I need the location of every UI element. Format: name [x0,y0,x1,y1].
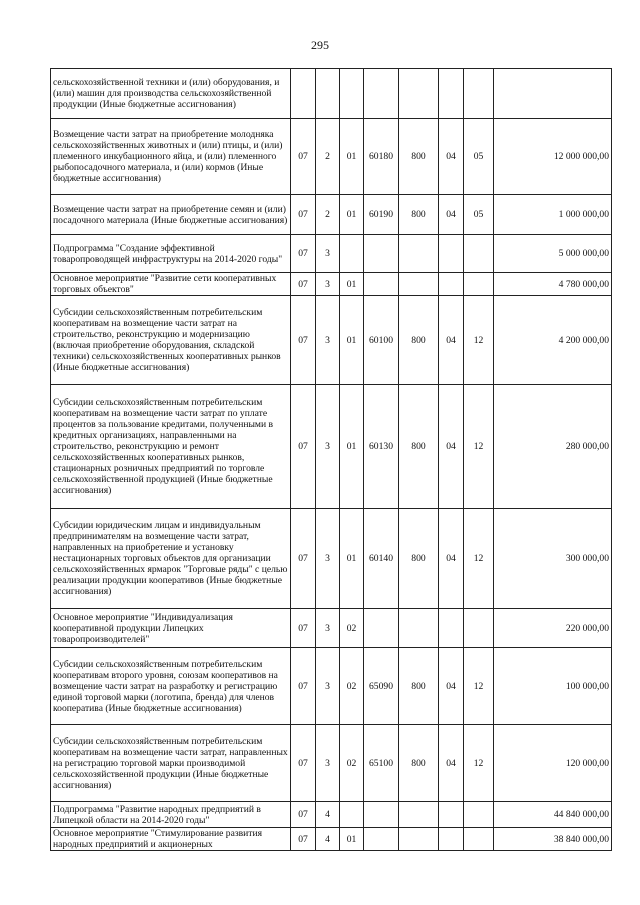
amount: 4 780 000,00 [494,273,612,296]
department-code: 04 [439,509,464,609]
expense-direction-code [364,609,399,648]
subsection-code: 12 [464,648,494,725]
table-row [51,119,612,195]
amount: 44 840 000,00 [494,802,612,828]
subsection-code: 12 [464,296,494,385]
department-code [439,802,464,828]
table-row [51,235,612,273]
activity-code: 02 [340,609,364,648]
subsection-code [464,235,494,273]
table-row [51,273,612,296]
table-row [51,69,612,119]
activity-code: 01 [340,119,364,195]
amount: 280 000,00 [494,385,612,509]
budget-item-name: Подпрограмма "Создание эффективной товаропроводящей инфраструктуры на 2014-2020 годы" [51,235,291,273]
amount: 38 840 000,00 [494,828,612,851]
amount: 120 000,00 [494,725,612,802]
subprogram-code: 3 [316,509,340,609]
budget-item-name: Субсидии сельскохозяйственным потребительским кооперативам на возмещение части затрат на строительство, реконструкцию и модернизацию (включая приобретение оборудования, складской техники) сельскохозяйственных кооперативных рынков (Иные бюджетные ассигнования) [51,296,291,385]
amount: 12 000 000,00 [494,119,612,195]
activity-code: 01 [340,385,364,509]
budget-item-name: Основное мероприятие "Индивидуализация кооперативной продукции Липецких товаропроизводителей" [51,609,291,648]
budget-item-name: сельскохозяйственной техники и (или) оборудования, и (или) машин для производства сельскохозяйственной продукции (Иные бюджетные ассигнования) [51,69,291,119]
expense-direction-code: 60100 [364,296,399,385]
subsection-code: 12 [464,725,494,802]
department-code [439,69,464,119]
budget-item-name: Основное мероприятие "Развитие сети кооперативных торговых объектов" [51,273,291,296]
amount: 4 200 000,00 [494,296,612,385]
section-code: 07 [291,385,316,509]
activity-code: 01 [340,273,364,296]
table-row [51,609,612,648]
section-code: 07 [291,802,316,828]
subsection-code [464,802,494,828]
subsection-code: 05 [464,119,494,195]
expense-direction-code: 65090 [364,648,399,725]
expense-type-code: 800 [399,385,439,509]
table-row [51,385,612,509]
amount: 100 000,00 [494,648,612,725]
table-row [51,648,612,725]
subprogram-code [316,69,340,119]
expense-direction-code [364,802,399,828]
subsection-code [464,609,494,648]
department-code: 04 [439,648,464,725]
table-row [51,828,612,851]
subsection-code [464,273,494,296]
subsection-code: 12 [464,385,494,509]
expense-direction-code: 60130 [364,385,399,509]
activity-code: 02 [340,648,364,725]
budget-item-name: Субсидии юридическим лицам и индивидуальным предпринимателям на возмещение части затрат, направленных на приобретение и установку нестационарных торговых объектов для организации сельскохозяйственных ярмарок "Торговые ряды" с целью реализации продукции кооперативов (Иные бюджетные ассигнования) [51,509,291,609]
department-code: 04 [439,119,464,195]
subprogram-code: 2 [316,195,340,235]
amount: 300 000,00 [494,509,612,609]
section-code: 07 [291,119,316,195]
activity-code [340,802,364,828]
subprogram-code: 2 [316,119,340,195]
department-code: 04 [439,296,464,385]
expense-direction-code: 60180 [364,119,399,195]
amount: 5 000 000,00 [494,235,612,273]
department-code [439,609,464,648]
expense-direction-code: 65100 [364,725,399,802]
expense-type-code: 800 [399,648,439,725]
expense-type-code: 800 [399,296,439,385]
activity-code: 01 [340,509,364,609]
subsection-code: 05 [464,195,494,235]
expense-type-code: 800 [399,119,439,195]
section-code [291,69,316,119]
expense-direction-code [364,273,399,296]
expense-type-code: 800 [399,725,439,802]
expense-type-code: 800 [399,509,439,609]
subsection-code [464,828,494,851]
expense-type-code [399,235,439,273]
section-code: 07 [291,195,316,235]
activity-code [340,235,364,273]
activity-code: 01 [340,828,364,851]
expense-type-code [399,609,439,648]
table-row [51,509,612,609]
activity-code [340,69,364,119]
subprogram-code: 3 [316,609,340,648]
expense-type-code [399,802,439,828]
section-code: 07 [291,609,316,648]
amount: 220 000,00 [494,609,612,648]
section-code: 07 [291,273,316,296]
table-row [51,296,612,385]
expense-type-code [399,273,439,296]
budget-item-name: Субсидии сельскохозяйственным потребительским кооперативам на возмещение части затрат, направленных на регистрацию торговой марки производимой сельскохозяйственной продукции (Иные бюджетные ассигнования) [51,725,291,802]
budget-item-name: Возмещение части затрат на приобретение семян и (или) посадочного материала (Иные бюджетные ассигнования) [51,195,291,235]
table-row [51,802,612,828]
subprogram-code: 4 [316,802,340,828]
activity-code: 01 [340,195,364,235]
activity-code: 02 [340,725,364,802]
section-code: 07 [291,725,316,802]
budget-table [50,68,612,851]
budget-item-name: Подпрограмма "Развитие народных предприятий в Липецкой области на 2014-2020 годы" [51,802,291,828]
department-code: 04 [439,725,464,802]
department-code: 04 [439,385,464,509]
expense-direction-code: 60140 [364,509,399,609]
section-code: 07 [291,828,316,851]
section-code: 07 [291,235,316,273]
expense-type-code [399,69,439,119]
table-row [51,725,612,802]
budget-item-name: Возмещение части затрат на приобретение молодняка сельскохозяйственных животных и (или) птицы, и (или) племенного инкубационного яйца, и (или) племенного рыбопосадочного материала, и (или) кормов (Иные бюджетные ассигнования) [51,119,291,195]
expense-direction-code [364,235,399,273]
subprogram-code: 3 [316,385,340,509]
expense-direction-code [364,828,399,851]
subprogram-code: 3 [316,296,340,385]
amount [494,69,612,119]
department-code [439,273,464,296]
amount: 1 000 000,00 [494,195,612,235]
section-code: 07 [291,296,316,385]
page-number: 295 [311,38,329,52]
subsection-code: 12 [464,509,494,609]
department-code [439,235,464,273]
activity-code: 01 [340,296,364,385]
section-code: 07 [291,648,316,725]
budget-item-name: Субсидии сельскохозяйственным потребительским кооперативам на возмещение части затрат по уплате процентов за пользование кредитами, полученными в кредитных организациях, направленными на строительство, реконструкцию и ремонт сельскохозяйственных кооперативных рынков, стационарных розничных предприятий по торговле сельскохозяйственной продукцией (Иные бюджетные ассигнования) [51,385,291,509]
subprogram-code: 3 [316,235,340,273]
expense-type-code [399,828,439,851]
table-row [51,195,612,235]
expense-type-code: 800 [399,195,439,235]
subsection-code [464,69,494,119]
budget-item-name: Основное мероприятие "Стимулирование развития народных предприятий и акционерных [51,828,291,851]
subprogram-code: 3 [316,648,340,725]
department-code: 04 [439,195,464,235]
department-code [439,828,464,851]
expense-direction-code [364,69,399,119]
subprogram-code: 3 [316,273,340,296]
subprogram-code: 4 [316,828,340,851]
expense-direction-code: 60190 [364,195,399,235]
section-code: 07 [291,509,316,609]
subprogram-code: 3 [316,725,340,802]
budget-item-name: Субсидии сельскохозяйственным потребительским кооперативам второго уровня, союзам кооперативов на возмещение части затрат на разработку и регистрацию единой торговой марки (логотипа, бренда) для членов кооператива (Иные бюджетные ассигнования) [51,648,291,725]
